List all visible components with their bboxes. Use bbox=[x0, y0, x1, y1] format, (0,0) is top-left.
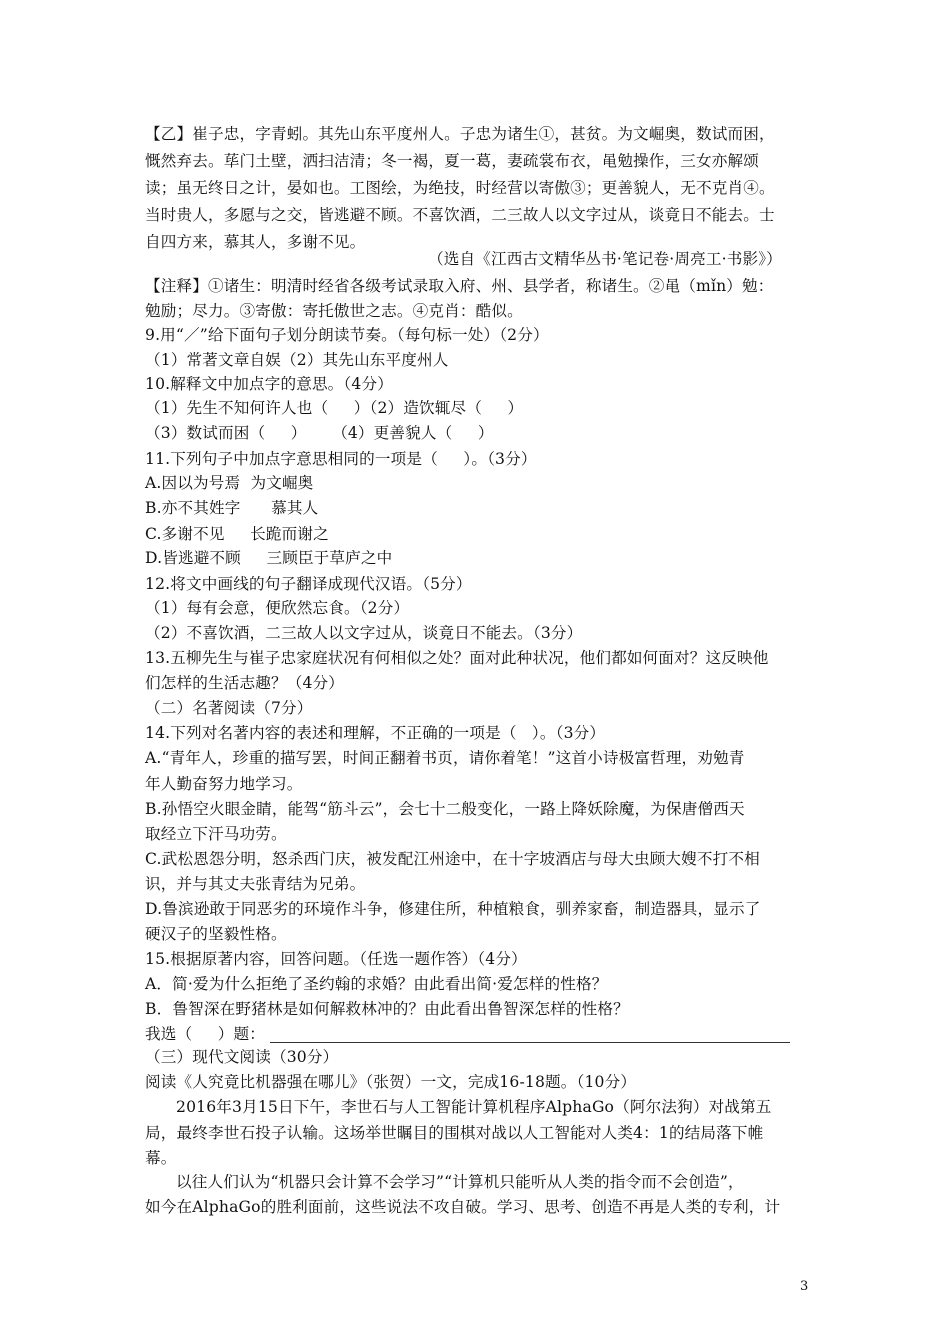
question-line: （1）每有会意，便欣然忘食。（2分） bbox=[145, 599, 410, 617]
modern-text-line: 以往人们认为“机器只会计算不会学习”“计算机只能听从人类的指令而不会创造”， bbox=[176, 1173, 744, 1191]
question-line: （2）不喜饮酒，二三故人以文字过从，谈竟日不能去。（3分） bbox=[145, 624, 583, 642]
question-line: 12.将文中画线的句子翻译成现代汉语。（5分） bbox=[145, 575, 472, 593]
option-line: A.“青年人，珍重的描写罢，时间正翻着书页，请你着笔！”这首小诗极富哲理，劝勉青 bbox=[145, 749, 745, 767]
passage-line: 【乙】崔子忠，字青蚓。其先山东平度州人。子忠为诸生①，甚贫。为文崛奥，数试而困， bbox=[145, 125, 775, 143]
question-line: 10.解释文中加点字的意思。（4分） bbox=[145, 375, 393, 393]
passage-line: 自四方来，慕其人，多谢不见。 bbox=[145, 233, 366, 251]
question-line: 13.五柳先生与崔子忠家庭状况有何相似之处？面对此种状况，他们都如何面对？这反映他 bbox=[145, 649, 769, 667]
question-line: （1）先生不知何许人也（ ）（2）造饮辄尽（ ） bbox=[145, 399, 524, 417]
option-line: A．简·爱为什么拒绝了圣约翰的求婚？由此看出简·爱怎样的性格？ bbox=[145, 975, 608, 993]
option-line: A.因以为号焉 为文崛奥 bbox=[145, 474, 314, 492]
modern-text-line: 2016年3月15日下午，李世石与人工智能计算机程序AlphaGo（阿尔法狗）对战第五 bbox=[176, 1098, 772, 1116]
option-line: B.孙悟空火眼金睛，能驾“筋斗云”，会七十二般变化，一路上降妖除魔，为保唐僧西天 bbox=[145, 800, 745, 818]
modern-text-line: 局，最终李世石投子认输。这场举世瞩目的围棋对战以人工智能对人类4：1的结局落下帷 bbox=[145, 1124, 764, 1142]
question-line: 11.下列句子中加点字意思相同的一项是（ ）。（3分） bbox=[145, 450, 537, 468]
passage-source: （选自《江西古文精华丛书·笔记卷·周亮工·书影》） bbox=[428, 250, 782, 268]
question-line: （3）数试而困（ ） （4）更善貌人（ ） bbox=[145, 424, 494, 442]
question-line: 9.用“／”给下面句子划分朗读节奏。（每句标一处）（2分） bbox=[145, 326, 549, 344]
section-heading: （二）名著阅读（7分） bbox=[145, 699, 313, 717]
page-number: 3 bbox=[800, 1279, 809, 1294]
passage-line: 读；虽无终日之计，晏如也。工图绘，为绝技，时经营以寄傲③；更善貌人，无不克肖④。 bbox=[145, 179, 775, 197]
annotation-line: 勉励；尽力。③寄傲：寄托傲世之志。④克肖：酷似。 bbox=[145, 302, 523, 320]
answer-choice-label: 我选（ ）题： bbox=[145, 1025, 265, 1043]
option-line: 硬汉子的坚毅性格。 bbox=[145, 925, 287, 943]
question-line: 14.下列对名著内容的表述和理解，不正确的一项是（ ）。（3分） bbox=[145, 724, 606, 742]
section-heading: （三）现代文阅读（30分） bbox=[145, 1048, 339, 1066]
option-line: C.多谢不见 长跪而谢之 bbox=[145, 525, 329, 543]
question-line: 15.根据原著内容，回答问题。（任选一题作答）（4分） bbox=[145, 950, 527, 968]
option-line: B．鲁智深在野猪林是如何解救林冲的？由此看出鲁智深怎样的性格？ bbox=[145, 1000, 629, 1018]
passage-line: 慨然弃去。荜门土壁，洒扫洁清；冬一褐，夏一葛，妻疏裳布衣，黾勉操作，三女亦解颂 bbox=[145, 152, 760, 170]
option-line: C.武松恩怨分明，怒杀西门庆，被发配江州途中，在十字坡酒店与母大虫顾大嫂不打不相 bbox=[145, 850, 760, 868]
option-line: 取经立下汗马功劳。 bbox=[145, 825, 287, 843]
question-line: 们怎样的生活志趣？（4分） bbox=[145, 674, 344, 692]
option-line: 识，并与其丈夫张青结为兄弟。 bbox=[145, 875, 366, 893]
option-line: D.皆逃避不顾 三顾臣于草庐之中 bbox=[145, 549, 393, 567]
passage-line: 当时贵人，多愿与之交，皆逃避不顾。不喜饮酒，二三故人以文字过从，谈竟日不能去。士 bbox=[145, 206, 775, 224]
option-line: 年人勤奋努力地学习。 bbox=[145, 775, 303, 793]
question-line: （1）常著文章自娱（2）其先山东平度州人 bbox=[145, 351, 449, 369]
modern-text-line: 幕。 bbox=[145, 1149, 177, 1167]
answer-blank-line[interactable] bbox=[270, 1042, 790, 1043]
option-line: D.鲁滨逊敢于同恶劣的环境作斗争，修建住所，种植粮食，驯养家畜，制造器具，显示了 bbox=[145, 900, 761, 918]
question-line: 阅读《人究竟比机器强在哪儿》（张贺）一文，完成16-18题。（10分） bbox=[145, 1073, 637, 1091]
annotation-line: 【注释】①诸生：明清时经省各级考试录取入府、州、县学者，称诸生。②黾（mǐn）勉： bbox=[145, 277, 774, 295]
option-line: B.亦不其姓字 慕其人 bbox=[145, 499, 319, 517]
modern-text-line: 如今在AlphaGo的胜利面前，这些说法不攻自破。学习、思考、创造不再是人类的专利，计 bbox=[145, 1198, 781, 1216]
